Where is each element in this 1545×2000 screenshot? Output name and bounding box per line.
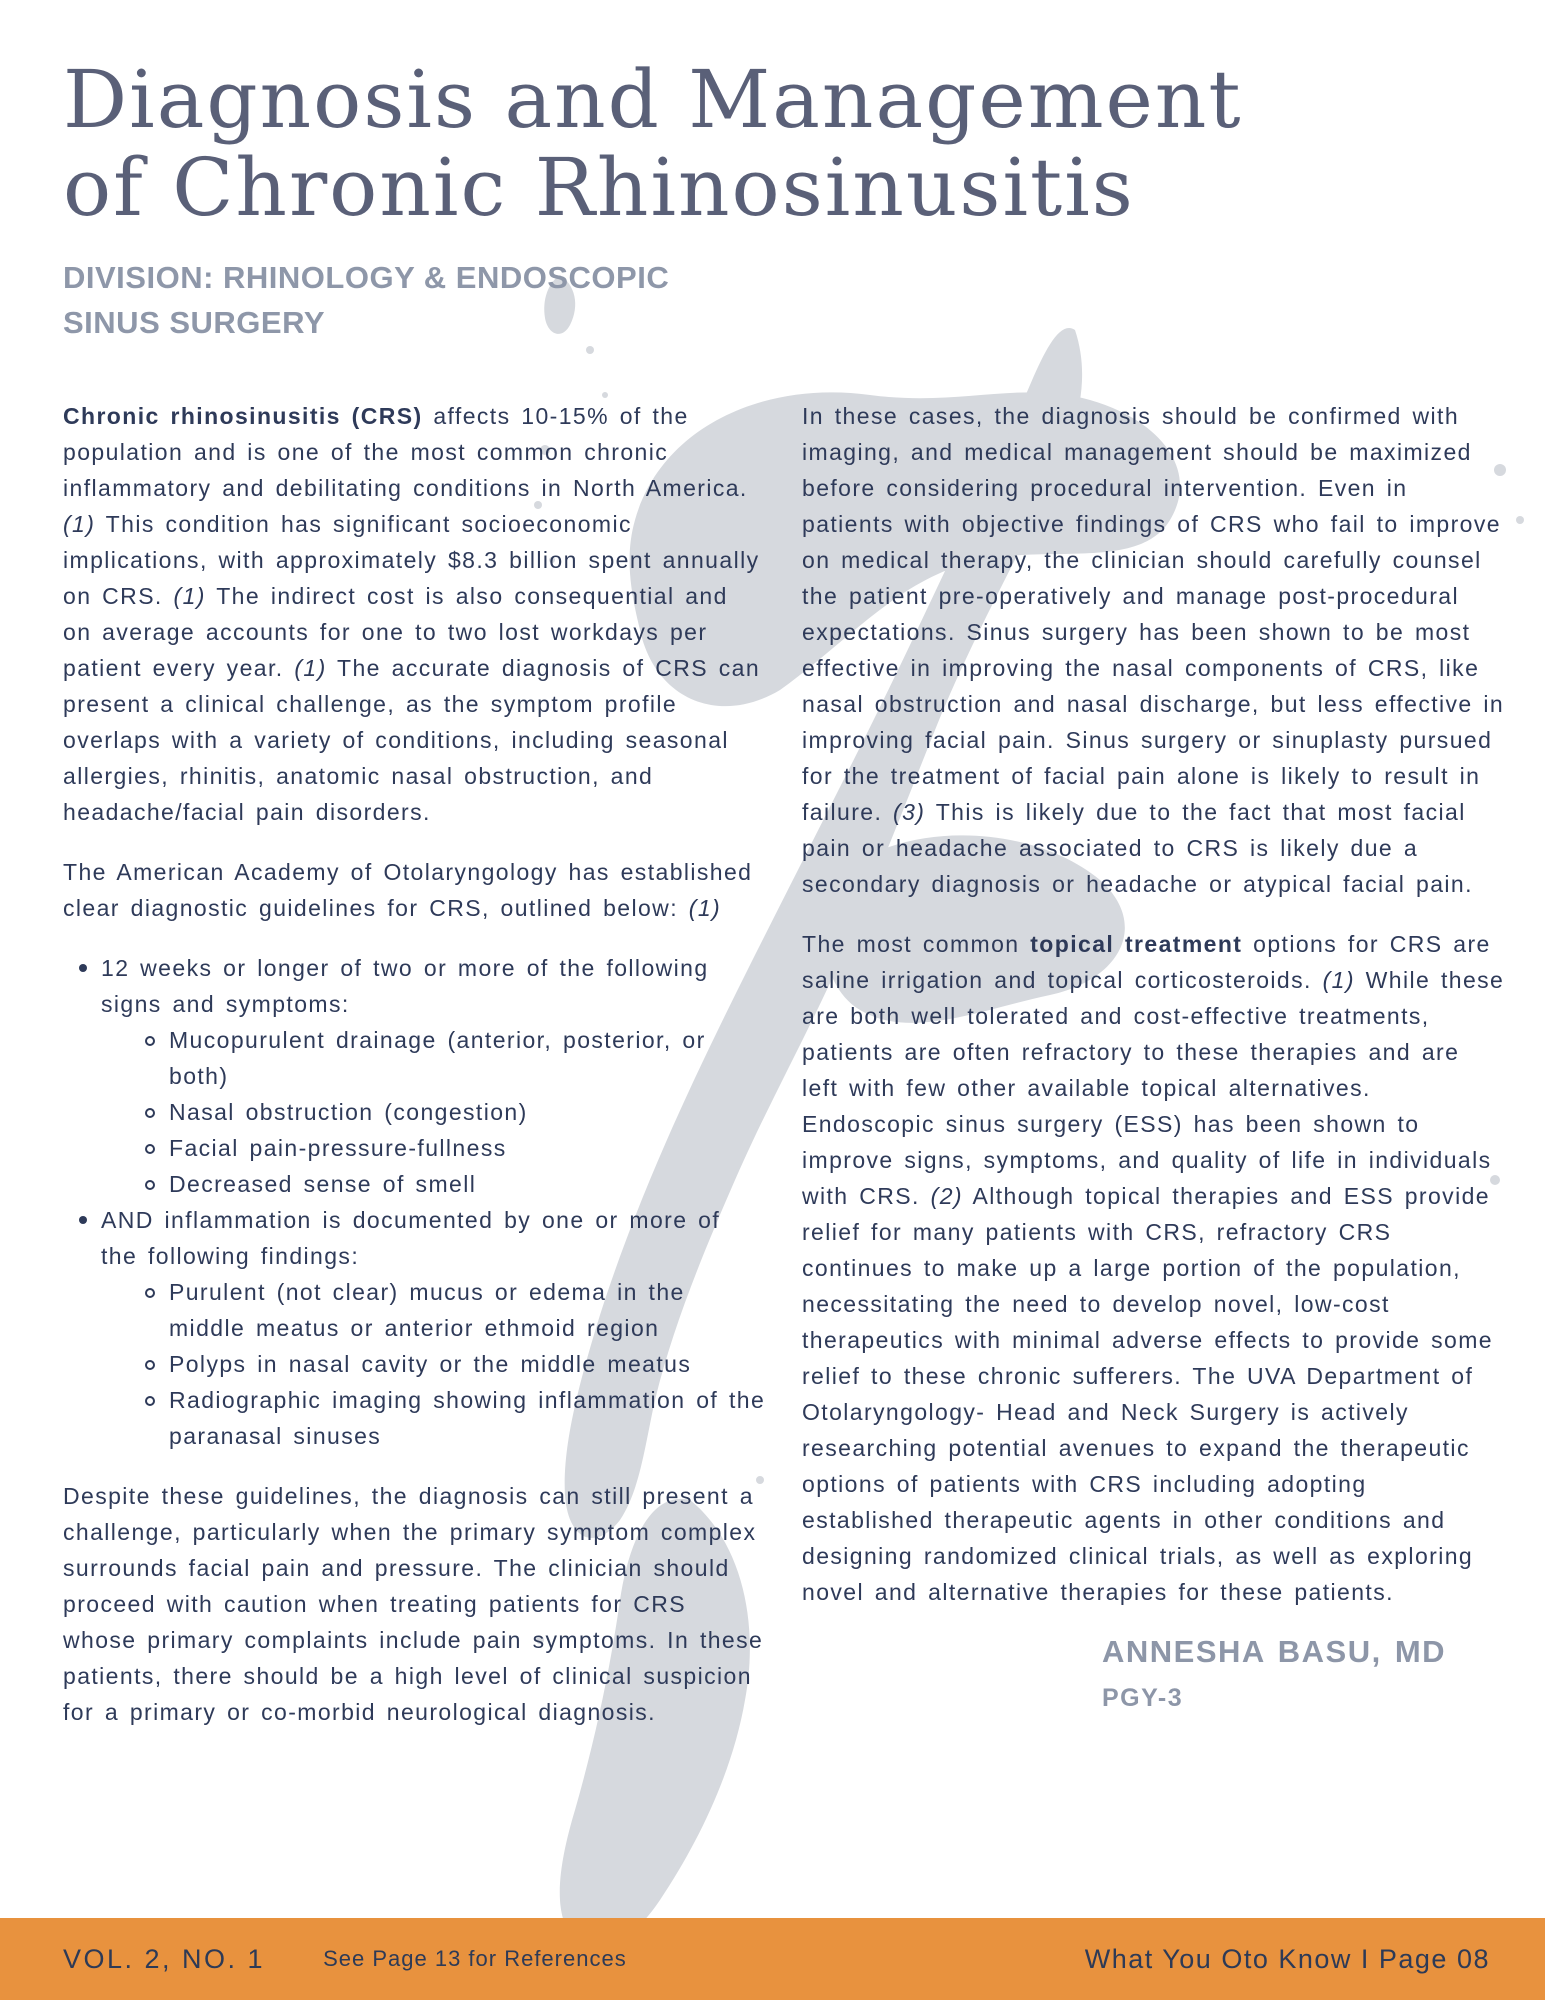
list-item xyxy=(63,950,766,1022)
paragraph-guidelines-intro: The American Academy of Otolaryngology has established clear diagnostic guidelines for CRS, outlined below: (1) xyxy=(63,858,753,921)
paragraph-management: In these cases, the diagnosis should be confirmed with imaging, and medical management should be maximized before considering procedural intervention. Even in patients with objective findings of CRS who fail to improve on medical therapy, the clinician should carefully counsel the patient pre-operatively and manage post-procedural expectations. Sinus surgery has been shown to be most effective in improving the nasal components of CRS, like nasal obstruction and nasal discharge, but less effective in improving facial pain. Sinus surgery or sinuplasty pursued for the treatment of facial pain alone is likely to result in failure. (3) This is likely due to the fact that most facial pain or headache associated to CRS is likely due a secondary diagnosis or headache or atypical facial pain. xyxy=(802,402,1505,897)
list-item xyxy=(63,1130,766,1166)
bullet-circle-icon xyxy=(145,1360,155,1370)
references-note: See Page 13 for References xyxy=(323,1946,627,1971)
author-block xyxy=(1102,1634,1505,1716)
list-item-text: Facial pain-pressure-fullness xyxy=(169,1134,507,1161)
list-item-text: Radiographic imaging showing inflammation of the paranasal sinuses xyxy=(169,1386,766,1449)
bullet-circle-icon xyxy=(145,1144,155,1154)
list-item xyxy=(63,1202,766,1274)
list-item-text: Purulent (not clear) mucus or edema in the middle meatus or anterior ethmoid region xyxy=(169,1278,685,1341)
bullet-dot-icon xyxy=(79,1216,87,1224)
two-column-body xyxy=(63,398,1505,1754)
list-item-text: Polyps in nasal cavity or the middle meatus xyxy=(169,1350,692,1377)
list-item xyxy=(63,1346,766,1382)
list-item xyxy=(63,1166,766,1202)
paragraph-caution: Despite these guidelines, the diagnosis can still present a challenge, particularly when the primary symptom complex surrounds facial pain and pressure. The clinician should proceed with caution when treating patients for CRS whose primary complaints include pain symptoms. In these patients, there should be a high level of clinical suspicion for a primary or co-morbid neurological diagnosis. xyxy=(63,1482,764,1725)
page-title-line-2: of Chronic Rhinosinusitis xyxy=(63,141,1135,234)
list-item-text: Mucopurulent drainage (anterior, posterior, or both) xyxy=(169,1026,706,1089)
list-item xyxy=(63,1022,766,1094)
author-name: ANNESHA BASU, MD xyxy=(1102,1633,1447,1669)
page-title xyxy=(63,53,1505,234)
author-credential: PGY-3 xyxy=(1102,1683,1184,1712)
list-item-text: 12 weeks or longer of two or more of the following signs and symptoms: xyxy=(101,954,709,1017)
bullet-dot-icon xyxy=(79,964,87,972)
list-item xyxy=(63,1094,766,1130)
bullet-circle-icon xyxy=(145,1180,155,1190)
diagnostic-criteria-list xyxy=(63,950,766,1454)
list-item xyxy=(63,1274,766,1346)
page-number-label: What You Oto Know I Page 08 xyxy=(1084,1943,1490,1974)
list-item-text: AND inflammation is documented by one or more of the following findings: xyxy=(101,1206,721,1269)
division-subtitle-line-2: SINUS SURGERY xyxy=(63,304,326,340)
list-item xyxy=(63,1382,766,1454)
paragraph-topical-treatment: The most common topical treatment options for CRS are saline irrigation and topical corticosteroids. (1) While these are both well tolerated and cost-effective treatments, patients are often refractory to these therapies and are left with few other available topical alternatives. Endoscopic sinus surgery (ESS) has been shown to improve signs, symptoms, and quality of life in individuals with CRS. (2) Although topical therapies and ESS provide relief for many patients with CRS, refractory CRS continues to make up a large portion of the population, necessitating the need to develop novel, low-cost therapeutics with minimal adverse effects to provide some relief to these chronic sufferers. The UVA Department of Otolaryngology- Head and Neck Surgery is actively researching potential avenues to expand the therapeutic options of patients with CRS including adopting established therapeutic agents in other conditions and designing randomized clinical trials, as well as exploring novel and alternative therapies for these patients. xyxy=(802,930,1505,1605)
volume-label: VOL. 2, NO. 1 xyxy=(63,1943,266,1974)
paragraph-intro: Chronic rhinosinusitis (CRS) affects 10-15% of the population and is one of the most common chronic inflammatory and debilitating conditions in North America. (1) This condition has significant socioeconomic implications, with approximately $8.3 billion spent annually on CRS. (1) The indirect cost is also consequential and on average accounts for one to two lost workdays per patient every year. (1) The accurate diagnosis of CRS can present a clinical challenge, as the symptom profile overlaps with a variety of conditions, including seasonal allergies, rhinitis, anatomic nasal obstruction, and headache/facial pain disorders. xyxy=(63,402,761,825)
bullet-circle-icon xyxy=(145,1036,155,1046)
left-column xyxy=(63,398,766,1754)
list-item-text: Decreased sense of smell xyxy=(169,1170,477,1197)
division-subtitle-line-1: DIVISION: RHINOLOGY & ENDOSCOPIC xyxy=(63,260,670,295)
division-subtitle xyxy=(63,256,1505,346)
bullet-circle-icon xyxy=(145,1396,155,1406)
right-column xyxy=(802,398,1505,1754)
list-item-text: Nasal obstruction (congestion) xyxy=(169,1098,528,1125)
bullet-circle-icon xyxy=(145,1108,155,1118)
page-title-line-1: Diagnosis and Management xyxy=(63,53,1243,146)
bullet-circle-icon xyxy=(145,1288,155,1298)
footer-bar xyxy=(0,1918,1545,2000)
